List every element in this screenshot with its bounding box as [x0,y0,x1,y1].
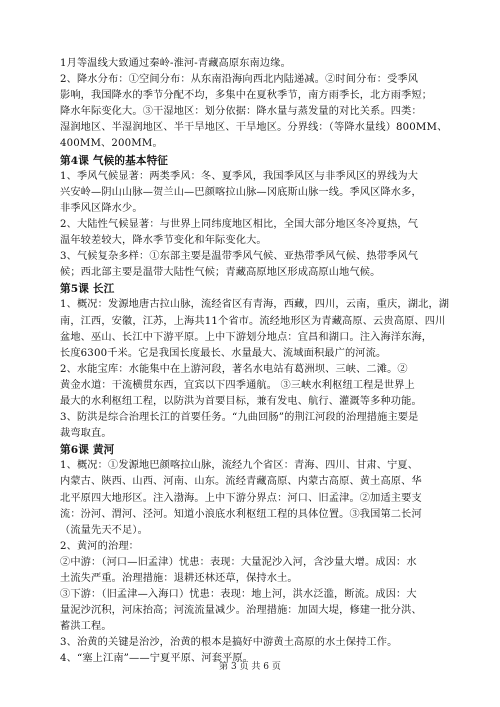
text-line: ③下游：（旧孟津—入海口）忧患：表现：地上河，洪水泛滥，断流。成因：大 [60,589,417,601]
text-line: 裁弯取直。 [60,428,112,440]
text-line: （流量先天不足）。 [60,524,148,536]
text-line: 湿润地区、半湿润地区、半干旱地区、干旱地区。分界线：（等降水量线）800MM、 [60,122,448,134]
text-line: 兴安岭—阴山山脉—贺兰山—巴颜喀拉山脉—冈底斯山脉一线。季风区降水多， [60,186,422,198]
text-line: 400MM、200MM。 [60,138,163,150]
text-line: 内蒙古、陕西、山西、河南、山东。流经青藏高原、内蒙古高原、黄土高原、华 [60,476,422,488]
body-text [60,56,450,668]
text-line: 4、“塞上江南”——宁夏平原、河套平原。 [60,653,254,665]
text-line: 黄金水道：干流横贯东西，宜宾以下四季通航。 ③三峡水利枢纽工程是世界上 [60,379,415,391]
text-line: 2、水能宝库：水能集中在上游河段，著名水电站有葛洲坝、三峡、二滩。② [60,363,408,375]
text-line: 3、气候复杂多样：①东部主要是温带季风气候、亚热带季风气候、热带季风气 [60,251,419,263]
text-line: 3、治黄的关键是治沙，治黄的根本是搞好中游黄土高原的水土保持工作。 [60,637,398,649]
text-line: 降水年际变化大。③干湿地区：划分依据：降水量与蒸发量的对比关系。四类： [60,106,422,118]
section-heading-lesson-4: 第4课 气候的基本特征 [60,154,169,167]
text-line: 1月等温线大致通过秦岭-淮河-青藏高原东南边缘。 [60,58,291,69]
text-line: 1、概况：①发源地巴颜喀拉山脉，流经九个省区：青海、四川、甘肃、宁夏、 [60,460,419,472]
text-line: 北平原四大地形区。注入渤海。上中下游分界点：河口、旧孟津。②加适主要支 [60,492,422,504]
text-line: 2、降水分布：①空间分布：从东南沿海向西北内陆递减。②时间分布：受季风 [60,74,419,86]
text-line: 影响，我国降水的季节分配不均，多集中在夏秋季节，南方雨季长，北方雨季短； [60,90,433,102]
page-footer: 第 3 页 共 6 页 [219,662,281,672]
text-line: 温年较差较大，降水季节变化和年际变化大。 [60,235,267,247]
text-line: 3、防洪是综合治理长江的首要任务。“九曲回肠”的荆江河段的治理措施主要是 [60,412,419,424]
section-heading-lesson-5: 第5课 长江 [60,283,115,296]
text-line: 2、黄河的治理： [60,540,139,552]
text-line: 1、概况：发源地唐古拉山脉，流经省区有青海，西藏，四川，云南，重庆，湖北，湖 [60,299,450,311]
text-line: 盆地、巫山、长江中下游平原。上中下游划分地点：宜昌和湖口。注入海洋东海， [60,331,433,343]
text-line: 2、大陆性气候显著：与世界上同纬度地区相比，全国大部分地区冬冷夏热，气 [60,218,419,230]
text-line: 土流失严重。治理措施：退耕还林还草，保持水土。 [60,573,298,584]
text-line: 南，江西，安徽，江苏，上海共11个省市。流经地形区为青藏高原、云贵高原、四川 [60,315,446,327]
text-line: 候；西北部主要是温带大陆性气候；青藏高原地区形成高原山地气候。 [60,267,381,279]
text-line: 非季风区降水少。 [60,202,143,214]
text-line: 蓄洪工程。 [60,621,112,633]
text-line: 长度6300千米。它是我国长度最长、水量最大、流域面积最广的河流。 [60,347,387,359]
text-line: 1、季风气候显著：两类季风：冬、夏季风，我国季风区与非季风区的界线为大 [60,170,419,182]
text-line: ②中游：（河口—旧孟津）忧患：表现：大量泥沙入河，含沙量大增。成因：水 [60,556,417,568]
text-line: 流：汾河、渭河、泾河。知道小浪底水利枢纽工程的具体位置。③我国第二长河 [60,508,422,520]
text-line: 最大的水利枢纽工程，以防洪为首要目标，兼有发电、航行、灌溉等多种功能。 [60,395,422,407]
text-line: 量泥沙沉积，河床抬高；河流流量减少。治理措施：加固大堤，修建一批分洪、 [60,605,422,617]
section-heading-lesson-6: 第6课 黄河 [60,444,115,457]
